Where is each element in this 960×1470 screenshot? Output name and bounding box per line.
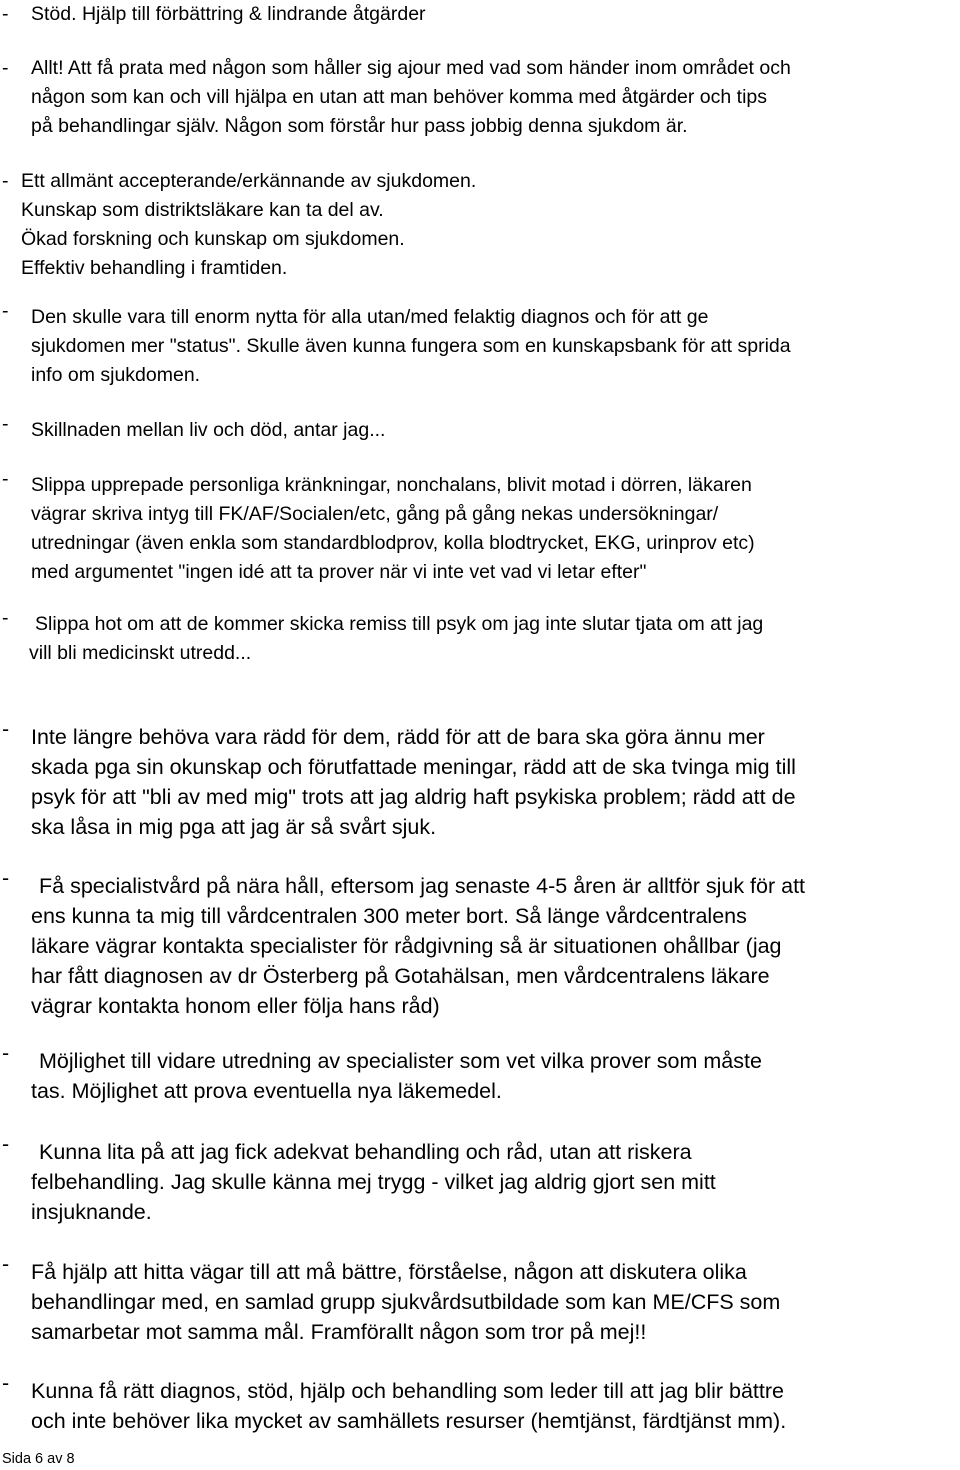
- text-line: och inte behöver lika mycket av samhällets resurser (hemtjänst, färdtjänst mm).: [31, 1409, 787, 1433]
- text-line: Inte längre behöva vara rädd för dem, rädd för att de bara ska göra ännu mer: [31, 725, 765, 749]
- bullet-dash: -: [2, 170, 9, 192]
- bullet-dash: -: [2, 413, 9, 435]
- text-line: psyk för att "bli av med mig" trots att jag aldrig haft psykiska problem; rädd att de: [31, 785, 796, 809]
- bullet-dash: -: [2, 1041, 10, 1065]
- text-line: info om sjukdomen.: [31, 364, 201, 386]
- text-line: Kunskap som distriktsläkare kan ta del av.: [21, 199, 384, 221]
- text-line: tas. Möjlighet att prova eventuella nya läkemedel.: [31, 1079, 502, 1103]
- text-line: insjuknande.: [31, 1200, 152, 1224]
- text-line: på behandlingar själv. Någon som förstår hur pass jobbig denna sjukdom är.: [31, 115, 688, 137]
- text-line: ska låsa in mig pga att jag är så svårt sjuk.: [31, 815, 437, 839]
- text-line: felbehandling. Jag skulle känna mej trygg - vilket jag aldrig gjort sen mitt: [31, 1170, 716, 1194]
- bullet-dash: -: [2, 1371, 10, 1395]
- list-item-text: [31, 303, 959, 390]
- text-line: Den skulle vara till enorm nytta för alla utan/med felaktig diagnos och för att ge: [31, 306, 709, 328]
- bullet-dash: -: [2, 1132, 10, 1156]
- list-item-text: [31, 1376, 959, 1436]
- bullet-dash: -: [2, 300, 9, 322]
- text-line: Kunna lita på att jag fick adekvat behandling och råd, utan att riskera: [39, 1140, 692, 1164]
- list-item-text: [31, 0, 959, 29]
- text-line: Få specialistvård på nära håll, eftersom jag senaste 4-5 åren är alltför sjuk för att: [39, 874, 806, 898]
- bullet-dash: -: [2, 468, 9, 490]
- text-line: behandlingar med, en samlad grupp sjukvårdsutbildade som kan ME/CFS som: [31, 1290, 781, 1314]
- list-item-text: [31, 1257, 959, 1347]
- bullet-dash: -: [2, 607, 9, 629]
- text-line: ens kunna ta mig till vårdcentralen 300 meter bort. Så länge vårdcentralens: [31, 904, 747, 928]
- text-line: Slippa hot om att de kommer skicka remiss till psyk om jag inte slutar tjata om att jag: [35, 613, 764, 635]
- bullet-dash: -: [2, 57, 9, 79]
- text-line: sjukdomen mer "status". Skulle även kunna fungera som en kunskapsbank för att sprida: [31, 335, 791, 357]
- list-item-text: [31, 1137, 959, 1227]
- bullet-dash: -: [2, 3, 9, 25]
- text-line: Slippa upprepade personliga kränkningar, nonchalans, blivit motad i dörren, läkaren: [31, 474, 752, 496]
- text-line: läkare vägrar kontakta specialister för rådgivning så är situationen ohållbar (jag: [31, 934, 782, 958]
- text-line: vägrar skriva intyg till FK/AF/Socialen/etc, gång på gång nekas undersökningar/: [31, 503, 719, 525]
- page-number: Sida 6 av 8: [2, 1451, 75, 1467]
- list-item-text: [31, 722, 959, 842]
- bullet-dash: -: [2, 717, 10, 741]
- list-item-text: [31, 54, 959, 141]
- text-line: vägrar kontakta honom eller följa hans råd): [31, 994, 440, 1018]
- list-item-text: [31, 871, 959, 1021]
- list-item-text: [31, 471, 959, 587]
- list-item-text: [31, 416, 959, 445]
- list-item-text: [31, 1046, 959, 1106]
- bullet-dash: -: [2, 1252, 10, 1276]
- text-line: Kunna få rätt diagnos, stöd, hjälp och behandling som leder till att jag blir bättre: [31, 1379, 784, 1403]
- text-line: Ökad forskning och kunskap om sjukdomen.: [21, 228, 405, 250]
- list-item-text: [29, 610, 957, 668]
- text-line: utredningar (även enkla som standardblodprov, kolla blodtrycket, EKG, urinprov etc): [31, 532, 755, 554]
- text-line: någon som kan och vill hjälpa en utan att man behöver komma med åtgärder och tips: [31, 86, 768, 108]
- text-line: Stöd. Hjälp till förbättring & lindrande åtgärder: [31, 3, 426, 25]
- text-line: Möjlighet till vidare utredning av specialister som vet vilka prover som måste: [39, 1049, 762, 1073]
- text-line: Skillnaden mellan liv och död, antar jag...: [31, 419, 386, 441]
- bullet-dash: -: [2, 866, 10, 890]
- text-line: vill bli medicinskt utredd...: [29, 642, 252, 664]
- text-line: har fått diagnosen av dr Österberg på Gotahälsan, men vårdcentralens läkare: [31, 964, 770, 988]
- list-item-text: [21, 167, 949, 283]
- text-line: Ett allmänt accepterande/erkännande av sjukdomen.: [21, 170, 477, 192]
- text-line: skada pga sin okunskap och förutfattade meningar, rädd att de ska tvinga mig till: [31, 755, 796, 779]
- text-line: samarbetar mot samma mål. Framförallt någon som tror på mej!!: [31, 1320, 647, 1344]
- text-line: Effektiv behandling i framtiden.: [21, 257, 288, 279]
- text-line: Allt! Att få prata med någon som håller sig ajour med vad som händer inom området och: [31, 57, 791, 79]
- text-line: med argumentet "ingen idé att ta prover när vi inte vet vad vi letar efter": [31, 561, 647, 583]
- text-line: Få hjälp att hitta vägar till att må bättre, förståelse, någon att diskutera olika: [31, 1260, 747, 1284]
